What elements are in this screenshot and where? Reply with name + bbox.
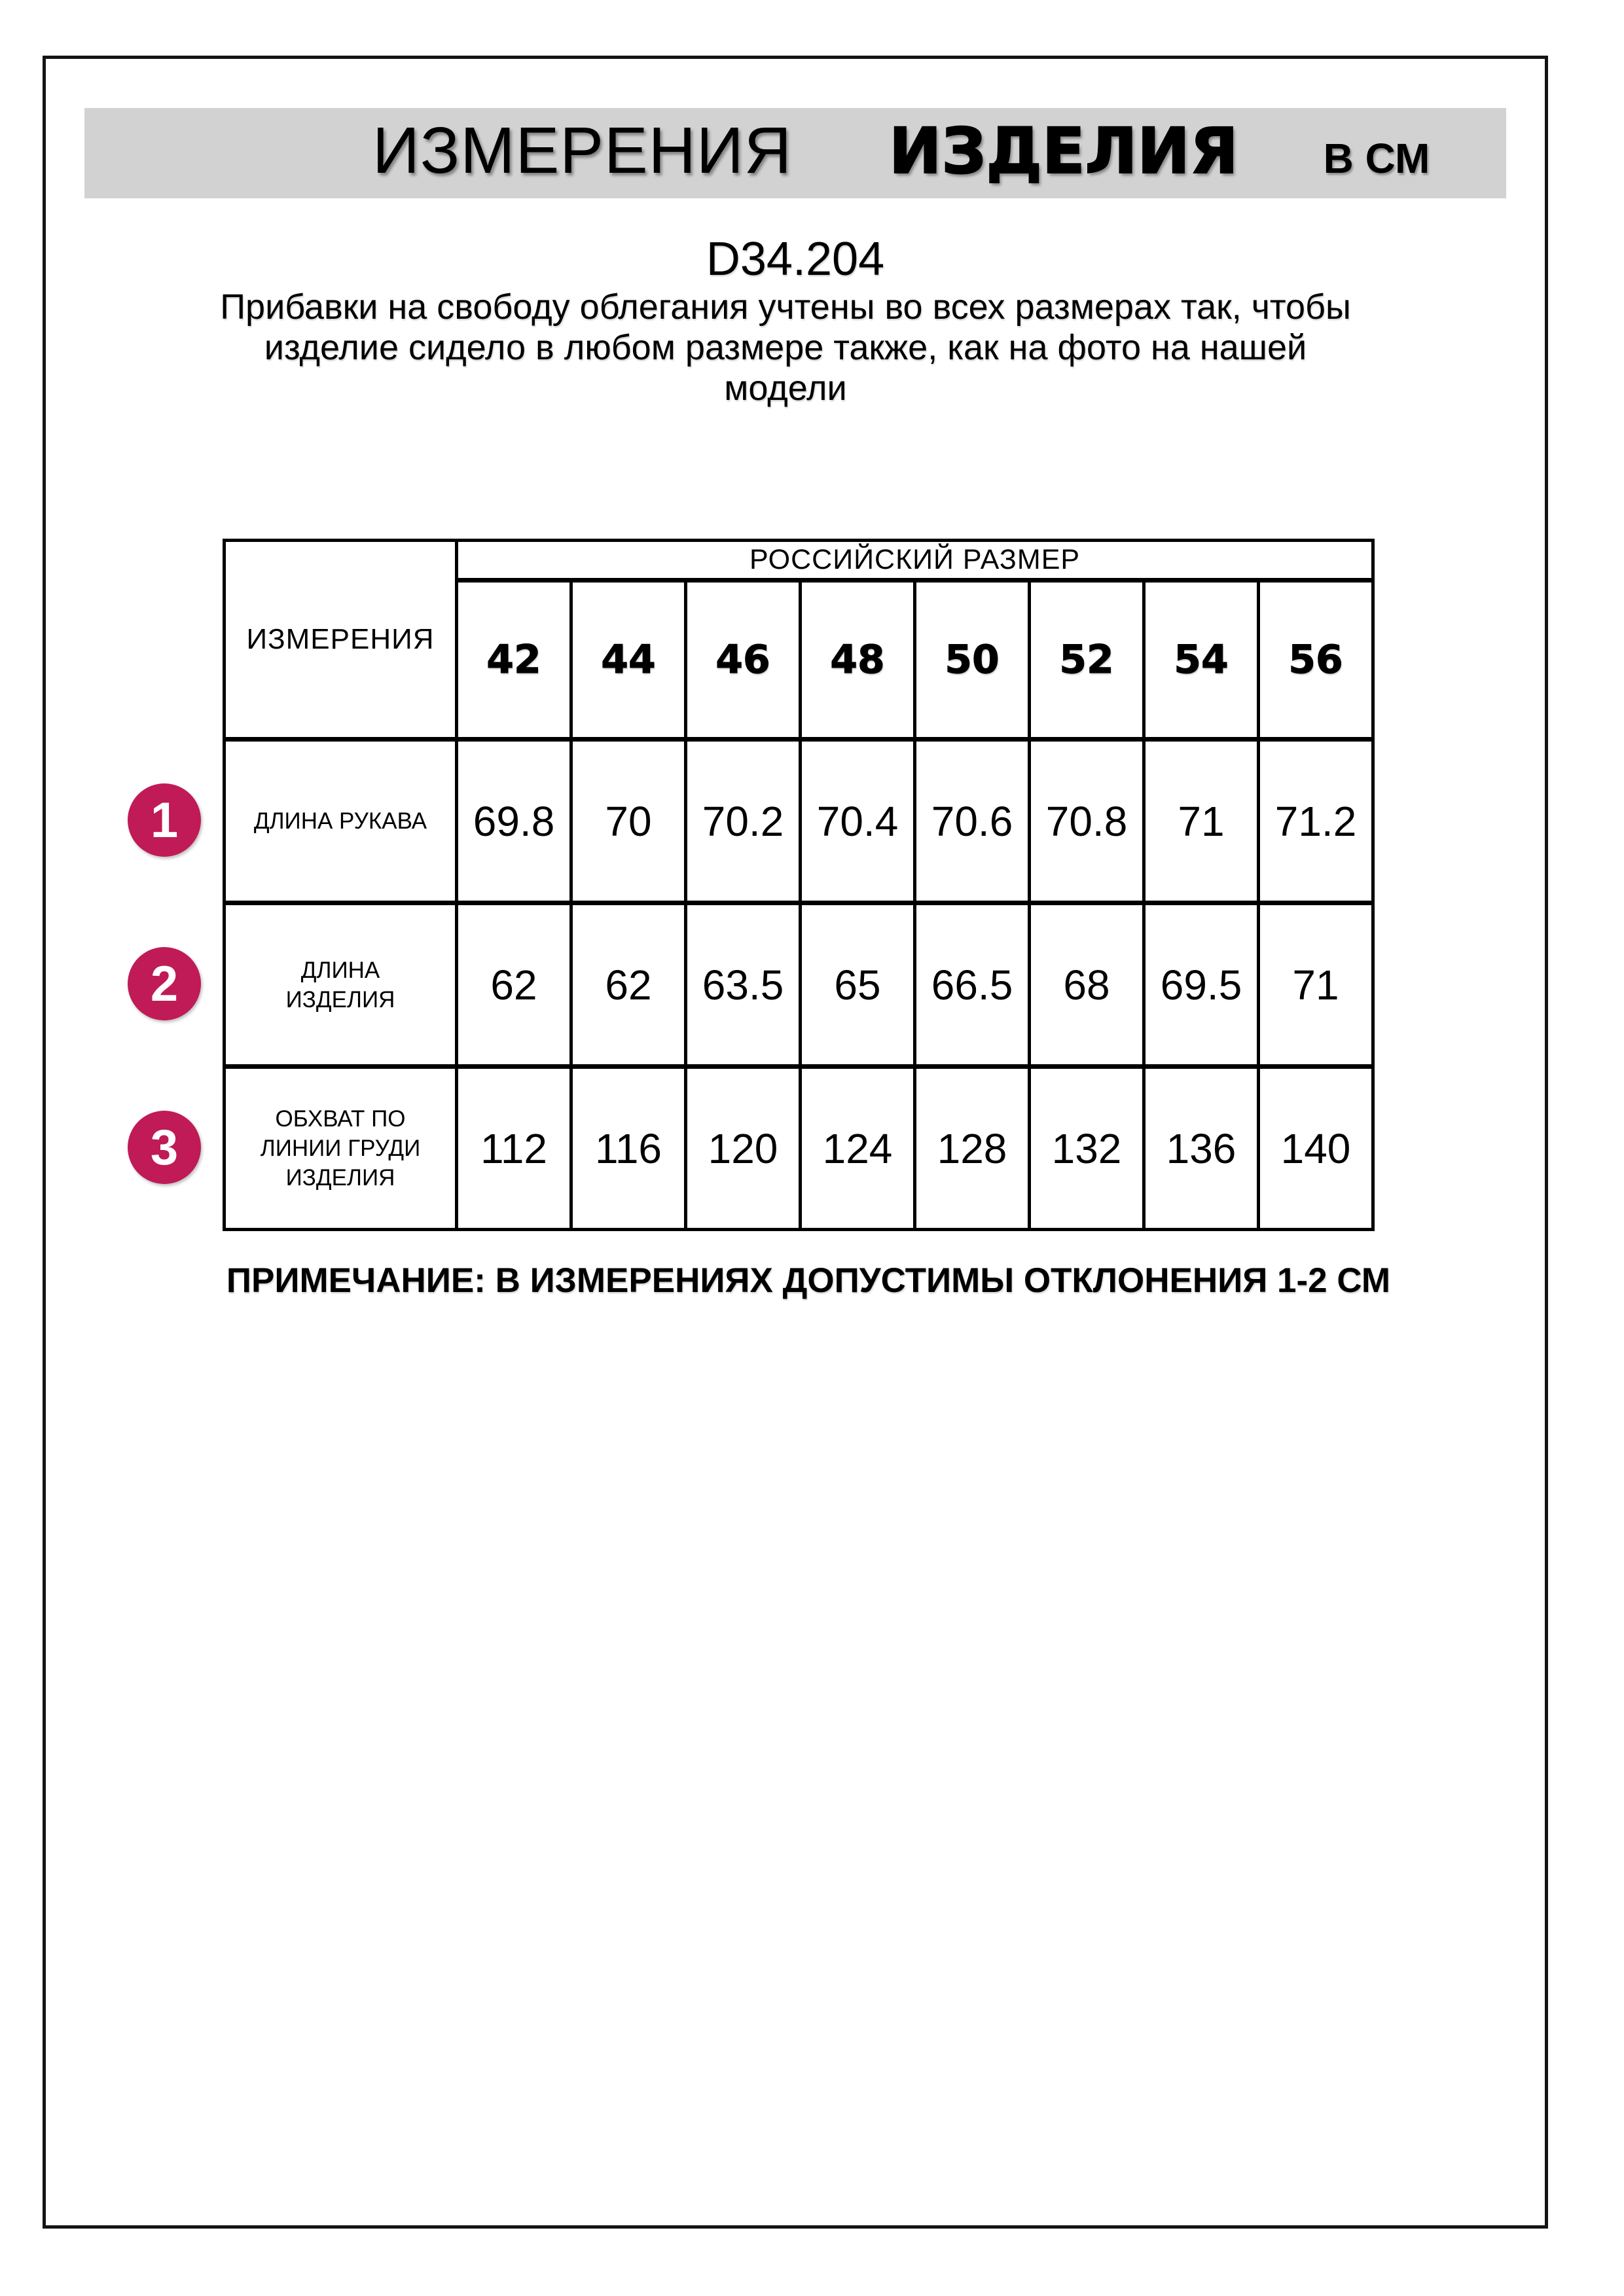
size-column-header: 56	[1257, 578, 1371, 737]
value-cell: 69.5	[1142, 901, 1257, 1064]
description-line: модели	[724, 368, 847, 408]
row-label-garment-length: ДЛИНА ИЗДЕЛИЯ	[226, 901, 455, 1064]
product-code: D34.204	[706, 233, 885, 285]
value-cell: 71.2	[1257, 737, 1371, 901]
size-column-header: 42	[455, 578, 569, 737]
value-cell: 136	[1142, 1064, 1257, 1228]
size-column-header: 50	[913, 578, 1028, 737]
value-cell: 70.6	[913, 737, 1028, 901]
row-number-badge-2: 2	[128, 947, 201, 1020]
description-line: Прибавки на свободу облегания учтены во всех размерах так, чтобы	[220, 287, 1351, 327]
tolerance-note: ПРИМЕЧАНИЕ: В ИЗМЕРЕНИЯХ ДОПУСТИМЫ ОТКЛОНЕНИЯ 1-2 СМ	[226, 1261, 1391, 1300]
value-cell: 70.8	[1028, 737, 1142, 901]
value-cell: 62	[455, 901, 569, 1064]
table-header-russian-size: РОССИЙСКИЙ РАЗМЕР	[455, 542, 1371, 578]
value-cell: 71	[1257, 901, 1371, 1064]
value-cell: 65	[799, 901, 913, 1064]
value-cell: 116	[569, 1064, 684, 1228]
value-cell: 132	[1028, 1064, 1142, 1228]
row-number-badge-3: 3	[128, 1111, 201, 1184]
row-number-badge-1: 1	[128, 783, 201, 857]
value-cell: 112	[455, 1064, 569, 1228]
size-column-header: 46	[684, 578, 799, 737]
value-cell: 124	[799, 1064, 913, 1228]
value-cell: 71	[1142, 737, 1257, 901]
value-cell: 62	[569, 901, 684, 1064]
title-product: ИЗДЕЛИЯ	[888, 115, 1238, 188]
value-cell: 70.2	[684, 737, 799, 901]
value-cell: 63.5	[684, 901, 799, 1064]
description-line: изделие сидело в любом размере также, как на фото на нашей	[264, 328, 1307, 367]
value-cell: 66.5	[913, 901, 1028, 1064]
size-column-header: 48	[799, 578, 913, 737]
measurements-table	[223, 539, 1375, 1231]
value-cell: 120	[684, 1064, 799, 1228]
value-cell: 68	[1028, 901, 1142, 1064]
row-label-chest-girth: ОБХВАТ ПО ЛИНИИ ГРУДИ ИЗДЕЛИЯ	[226, 1064, 455, 1228]
value-cell: 70.4	[799, 737, 913, 901]
title-measurements: ИЗМЕРЕНИЯ	[372, 114, 792, 187]
description-paragraph	[0, 287, 1571, 408]
value-cell: 70	[569, 737, 684, 901]
value-cell: 128	[913, 1064, 1028, 1228]
size-column-header: 44	[569, 578, 684, 737]
size-column-header: 54	[1142, 578, 1257, 737]
value-cell: 140	[1257, 1064, 1371, 1228]
value-cell: 69.8	[455, 737, 569, 901]
title-bar	[84, 108, 1506, 198]
size-column-header: 52	[1028, 578, 1142, 737]
table-header-measurements: ИЗМЕРЕНИЯ	[246, 623, 435, 655]
row-label-sleeve-length: ДЛИНА РУКАВА	[226, 737, 455, 901]
title-unit-cm: В СМ	[1323, 135, 1430, 182]
